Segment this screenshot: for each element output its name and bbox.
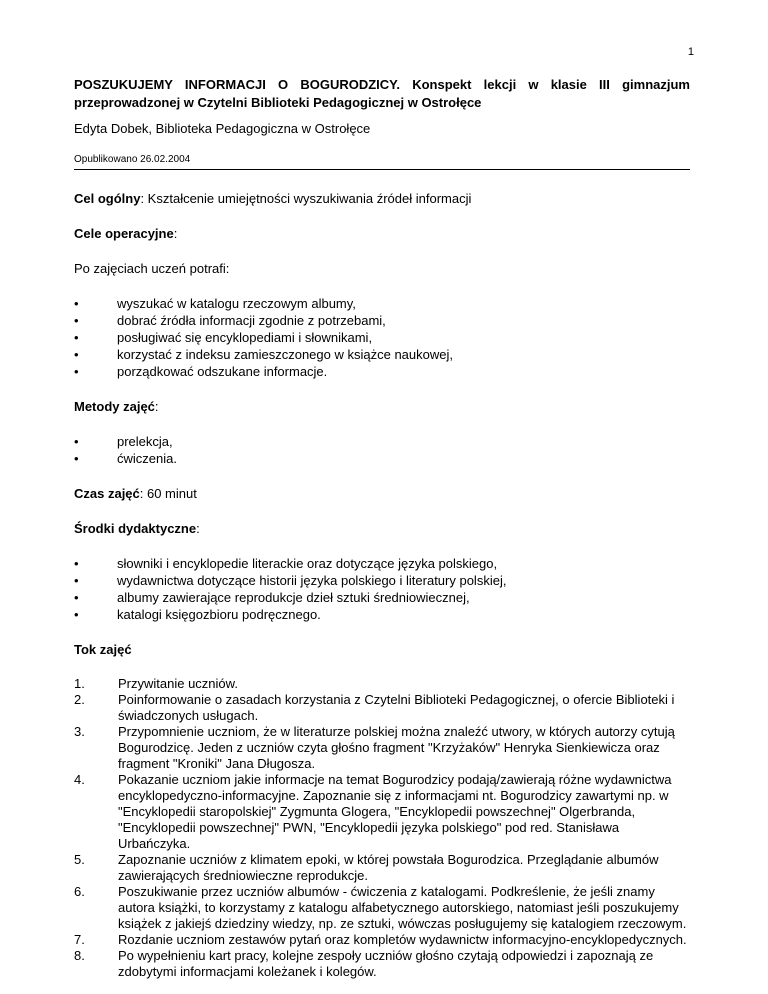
list-item: • korzystać z indeksu zamieszczonego w książce naukowej,: [74, 346, 690, 363]
methods-list: [74, 433, 690, 467]
step-number: 5.: [74, 852, 85, 867]
step-text: Po wypełnieniu kart pracy, kolejne zespoły uczniów głośno czytają odpowiedzi i zapoznają ze zdobytymi informacjami koleżanek i kolegów.: [118, 948, 654, 979]
list-item: • albumy zawierające reprodukcje dzieł sztuki średniowiecznej,: [74, 589, 690, 606]
goal-paragraph: [74, 191, 690, 207]
time-paragraph: [74, 486, 690, 502]
list-item: [74, 932, 690, 948]
step-text: Poinformowanie o zasadach korzystania z Czytelni Biblioteki Pedagogicznej, o ofercie Biblioteki i świadczonych usługach.: [118, 692, 675, 723]
step-text: Rozdanie uczniom zestawów pytań oraz kompletów wydawnictw informacyjno-encyklopedycznych.: [118, 932, 687, 947]
goal-text: : Kształcenie umiejętności wyszukiwania źródeł informacji: [140, 191, 472, 206]
goal-label: Cel ogólny: [74, 191, 141, 206]
course-heading: Tok zajęć: [74, 642, 132, 657]
means-heading: [74, 521, 690, 537]
step-number: 7.: [74, 932, 85, 947]
step-text: Przywitanie uczniów.: [118, 676, 238, 691]
step-number: 6.: [74, 884, 85, 899]
list-item: [74, 724, 690, 772]
list-item: • słowniki i encyklopedie literackie oraz dotyczące języka polskiego,: [74, 555, 690, 572]
list-item: • dobrać źródła informacji zgodnie z potrzebami,: [74, 312, 690, 329]
methods-label: Metody zajęć: [74, 399, 155, 414]
step-number: 8.: [74, 948, 85, 963]
operational-colon: :: [173, 226, 178, 241]
list-item: • ćwiczenia.: [74, 450, 690, 467]
list-item: [74, 692, 690, 724]
page-number: 1: [687, 46, 694, 58]
list-item: • posługiwać się encyklopediami i słownikami,: [74, 329, 690, 346]
means-list: [74, 555, 690, 623]
list-item: • wydawnictwa dotyczące historii języka polskiego i literatury polskiej,: [74, 572, 690, 589]
list-item: [74, 852, 690, 884]
operational-heading: [74, 226, 690, 242]
author-line: Edyta Dobek, Biblioteka Pedagogiczna w Ostrołęce: [74, 121, 371, 136]
operational-label: Cele operacyjne: [74, 226, 174, 241]
list-item: • katalogi księgozbioru podręcznego.: [74, 606, 690, 623]
operational-list: [74, 295, 690, 380]
list-item: • wyszukać w katalogu rzeczowym albumy,: [74, 295, 690, 312]
operational-intro: Po zajęciach uczeń potrafi:: [74, 261, 230, 276]
step-text: Poszukiwanie przez uczniów albumów - ćwiczenia z katalogami. Podkreślenie, że jeśli znamy autora książki, to korzystamy z katalogu alfabetycznego autorskiego, natomiast jeśli poszukujemy książek z jakiejś dziedziny wiedzy, np. ze sztuki, wówczas posługujemy się katalogiem rzeczowym.: [118, 884, 687, 931]
list-item: • porządkować odszukane informacje.: [74, 363, 690, 380]
list-item: [74, 884, 690, 932]
time-label: Czas zajęć: [74, 486, 140, 501]
step-number: 1.: [74, 676, 85, 691]
step-number: 4.: [74, 772, 85, 787]
list-item: [74, 948, 690, 980]
list-item: [74, 676, 690, 692]
step-text: Pokazanie uczniom jakie informacje na temat Bogurodzicy podają/zawierają różne wydawnictwa encyklopedyczno-informacyjne. Zapoznanie się z informacjami nt. Bogurodzicy zawartymi np. w "Encyklopedii staropolskiej" Zygmunta Glogera, "Encyklopedii powszechnej" Olgerbranda, "Encyklopedii powszechnej" PWN, "Encyklopedii języka polskiego" pod red. Stanisława Urbańczyka.: [118, 772, 672, 851]
methods-colon: :: [154, 399, 159, 414]
published-date: Opublikowano 26.02.2004: [74, 153, 690, 170]
step-number: 2.: [74, 692, 85, 707]
step-text: Zapoznanie uczniów z klimatem epoki, w której powstała Bogurodzica. Przeglądanie albumów zawierających średniowieczne reprodukcje.: [118, 852, 659, 883]
list-item: [74, 772, 690, 852]
means-label: Środki dydaktyczne: [74, 521, 197, 536]
step-text: Przypomnienie uczniom, że w literaturze polskiej można znaleźć utwory, w których autorzy cytują Bogurodzicę. Jeden z uczniów czyta głośno fragment "Krzyżaków" Henryka Sienkiewicza oraz fragment "Kroniki" Jana Długosza.: [118, 724, 675, 771]
document-title: POSZUKUJEMY INFORMACJI O BOGURODZICY. Konspekt lekcji w klasie III gimnazjum przeprowadzonej w Czytelni Biblioteki Pedagogicznej w Ostrołęce: [74, 77, 690, 110]
course-list: [74, 676, 690, 980]
means-colon: :: [196, 521, 200, 536]
step-number: 3.: [74, 724, 85, 739]
methods-heading: [74, 399, 690, 415]
list-item: • prelekcja,: [74, 433, 690, 450]
time-text: : 60 minut: [139, 486, 197, 501]
document-body: [74, 76, 690, 980]
